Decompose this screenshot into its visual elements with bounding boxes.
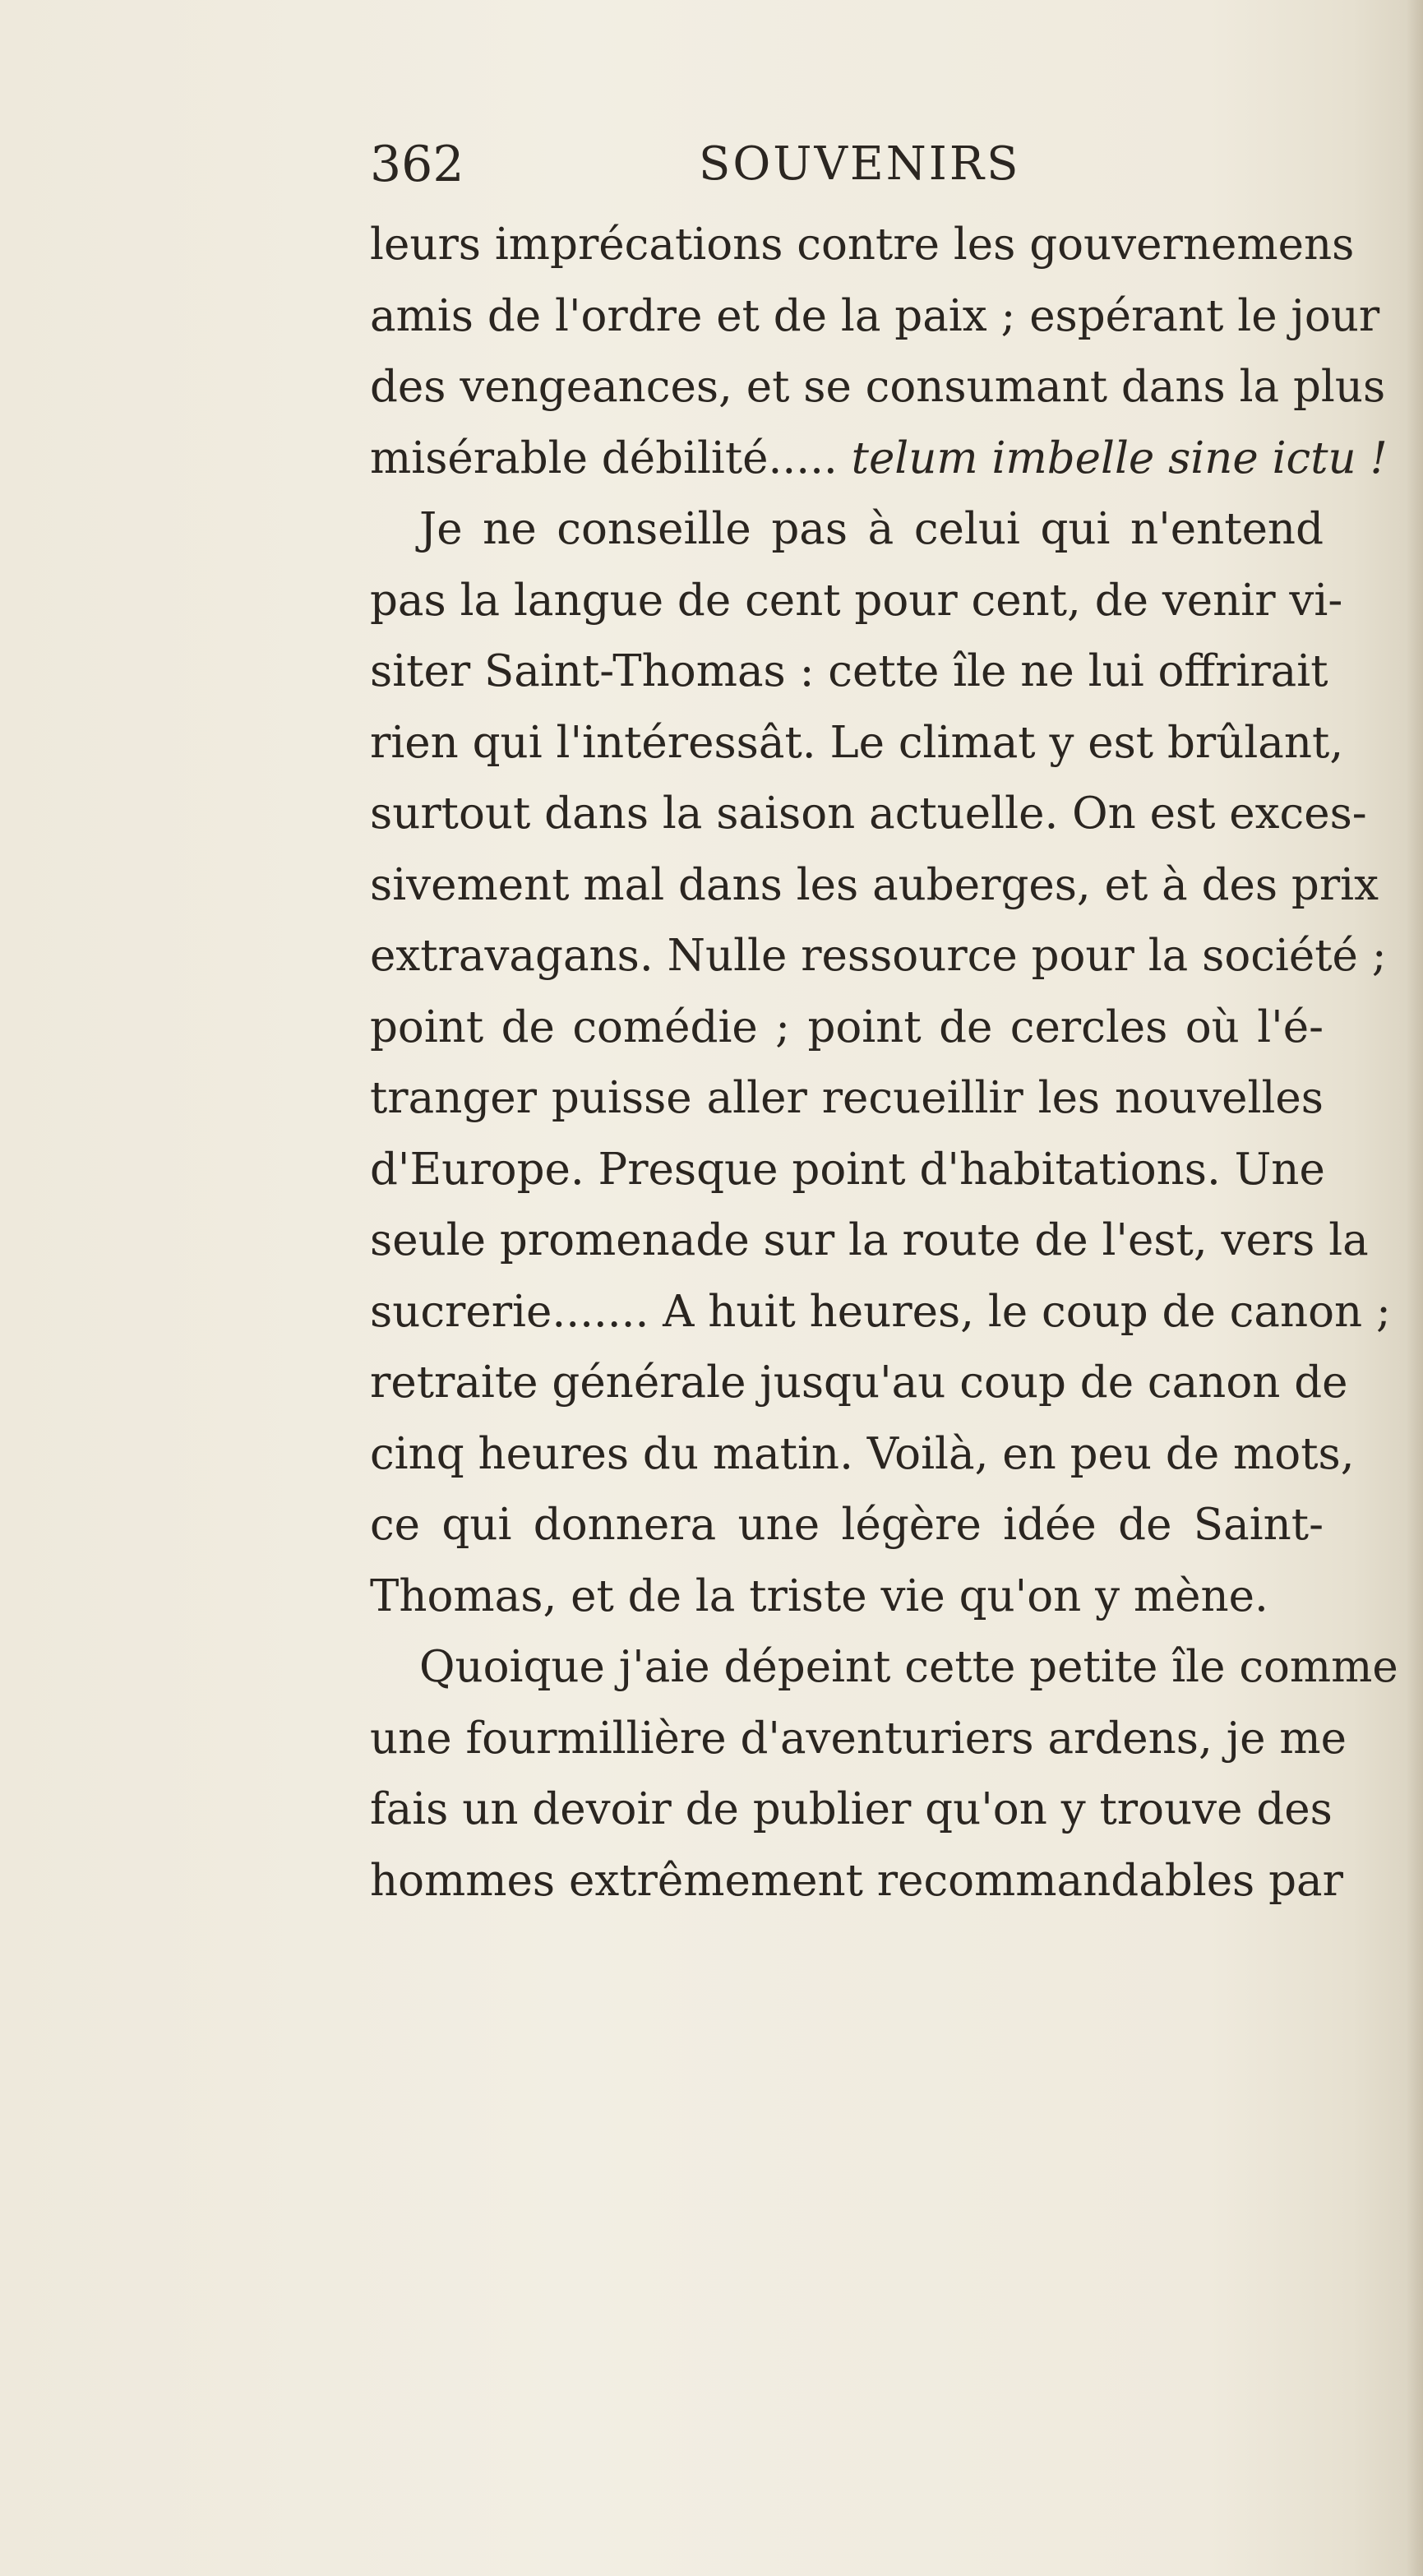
text-line: surtout dans la saison actuelle. On est exces- (370, 789, 1367, 839)
text-line: tranger puisse aller recueillir les nouvelles (370, 1073, 1324, 1123)
text-roman: misérable débilité..... (370, 432, 838, 483)
running-head: SOUVENIRS (699, 137, 1021, 191)
text-line: des vengeances, et se consumant dans la plus (370, 362, 1386, 412)
paragraph-start: Je ne conseille pas à celui qui n'entend (419, 504, 1324, 554)
page-edge-shadow (1407, 0, 1423, 2576)
body-text (370, 210, 1398, 1917)
text-line: siter Saint-Thomas : cette île ne lui offrirait (370, 646, 1328, 696)
text-line: fais un devoir de publier qu'on y trouve des (370, 1784, 1333, 1834)
text-line: ce qui donnera une légère idée de Saint- (370, 1500, 1324, 1550)
text-line: sucrerie....... A huit heures, le coup de canon ; (370, 1286, 1391, 1337)
text-line: une fourmillière d'aventuriers ardens, je me (370, 1713, 1347, 1764)
text-line: amis de l'ordre et de la paix ; espérant le jour (370, 290, 1380, 341)
text-line: leurs imprécations contre les gouvernemens (370, 220, 1355, 270)
text-line: d'Europe. Presque point d'habitations. Une (370, 1144, 1325, 1195)
text-line: cinq heures du matin. Voilà, en peu de mots, (370, 1428, 1355, 1479)
text-line: Thomas, et de la triste vie qu'on y mène. (370, 1570, 1268, 1621)
page-number: 362 (370, 136, 464, 193)
text-line: rien qui l'intéressât. Le climat y est brûlant, (370, 717, 1344, 768)
text-line: pas la langue de cent pour cent, de venir vi- (370, 575, 1343, 626)
page-header (370, 132, 1332, 197)
text-line: extravagans. Nulle ressource pour la société ; (370, 931, 1387, 981)
text-line: point de comédie ; point de cercles où l'é- (370, 1001, 1324, 1052)
latin-quote: telum imbelle sine ictu ! (851, 432, 1388, 483)
text-line: retraite générale jusqu'au coup de canon de (370, 1357, 1348, 1408)
text-line: seule promenade sur la route de l'est, vers la (370, 1215, 1369, 1265)
text-line-with-quote (370, 423, 1388, 495)
text-line: hommes extrêmement recommandables par (370, 1855, 1343, 1906)
paragraph-start: Quoique j'aie dépeint cette petite île comme (419, 1642, 1398, 1692)
text-line: sivement mal dans les auberges, et à des prix (370, 859, 1379, 910)
